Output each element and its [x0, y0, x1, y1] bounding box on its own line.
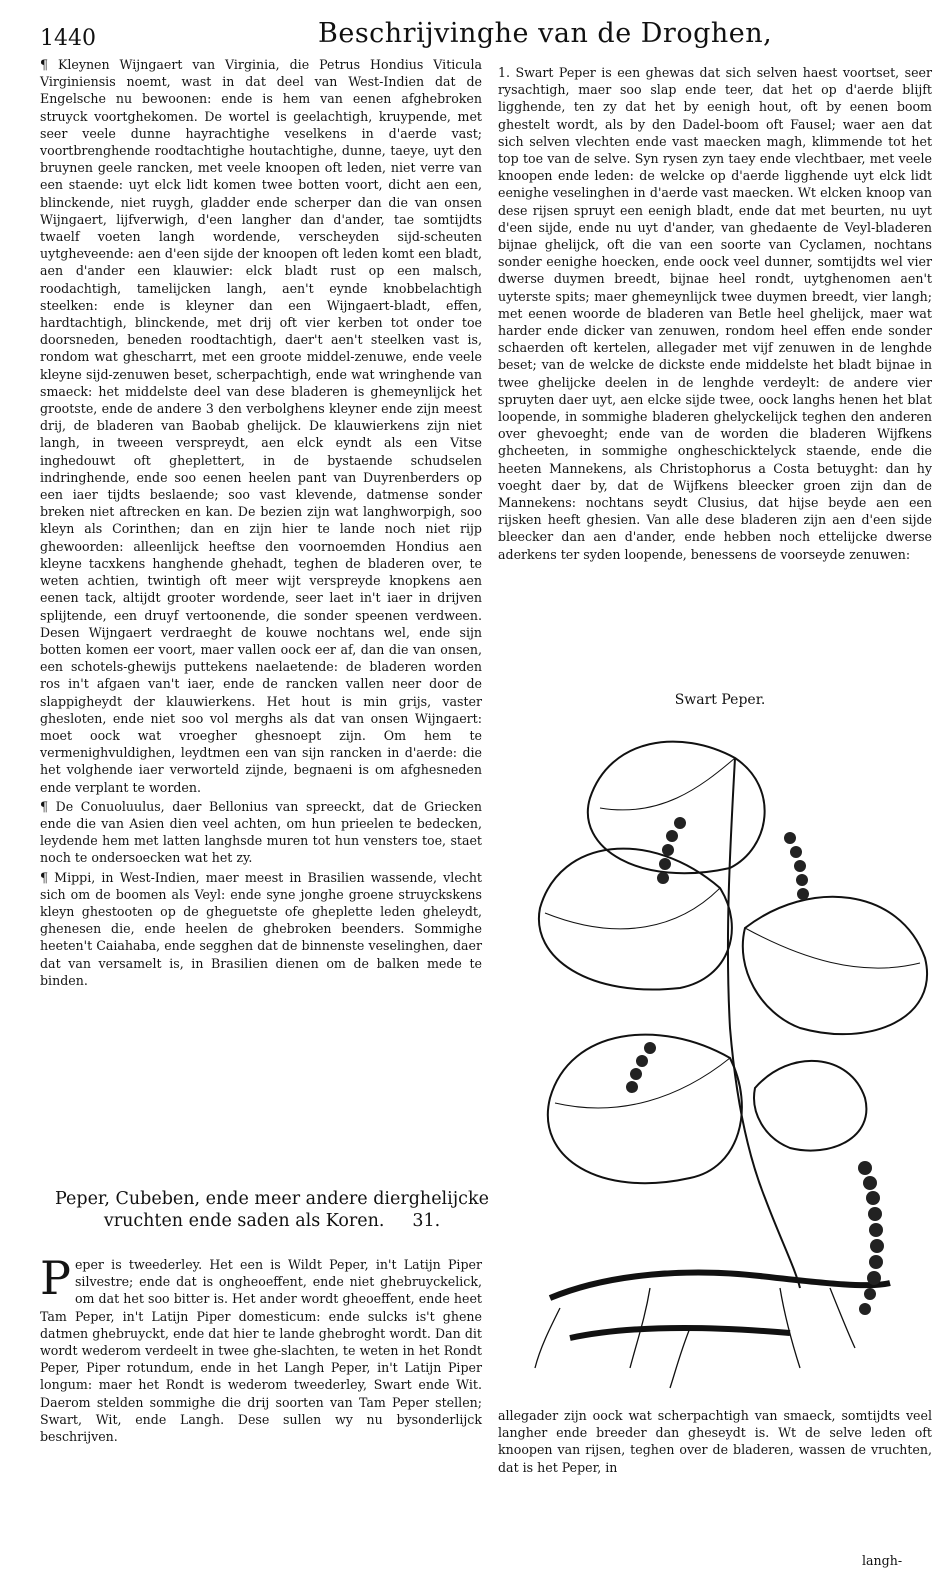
drop-cap: P	[40, 1251, 71, 1305]
leaf-right-lower	[754, 1061, 866, 1151]
leaf-left-upper	[539, 849, 732, 990]
black-pepper-plant-illustration	[530, 728, 938, 1398]
left-column	[40, 56, 482, 991]
chapter-number: 31.	[412, 1211, 441, 1231]
leaf-right	[743, 897, 927, 1034]
right-column-bottom	[498, 1407, 932, 1478]
right-column	[498, 64, 932, 565]
leaf-top	[588, 742, 765, 874]
page-number: 1440	[40, 26, 96, 51]
paragraph-mippi: ¶ Mippi, in West-Indien, maer meest in Brasilien wassende, vlecht sich om de boomen als Veyl: ende syne jonghe groene struyckskens kleyn ghestooten op de gheguetste ofe gheplette leden gheleydt, ghenesen die, ende heelen de ghebroken beenders. Sommighe heeten't Caiahaba, ende segghen dat de binnenste veselinghen, daer dat van versamelt is, in Brasilien dienen om de balken mede te binden.	[40, 869, 482, 988]
chapter-body	[40, 1251, 482, 1445]
pepper-fruit-spikes	[626, 817, 884, 1315]
chapter-heading-line1: Peper, Cubeben, ende meer andere dierghelijcke	[55, 1189, 489, 1209]
chapter-heading	[52, 1188, 492, 1232]
chapter-paragraph: eper is tweederley. Het een is Wildt Peper, in't Latijn Piper silvestre; ende dat is ongheoeffent, ende niet ghebruyckelick, om dat het soo bitter is. Het ander wordt gheoeffent, ende heet Tam Peper, in't Latijn Piper domesticum: ende sulcks is't ghene datmen ghebruyckt, ende dat hier te lande ghebroght wordt. Dan dit wordt wederom verdeelt in twee ghe-slachten, te weten in het Rondt Peper, Piper rotundum, ende in het Langh Peper, in't Latijn Piper longum: maer het Rondt is wederom tweederley, Swart ende Wit. Daerom stelden sommighe die drij soorten van Tam Peper stellen; Swart, Wit, ende Langh. Dese sullen wy nu bysonderlijck beschrijven.	[40, 1257, 482, 1445]
paragraph-convolvulus: ¶ De Conuoluulus, daer Bellonius van spreeckt, dat de Griecken ende die van Asien dien veel achten, om hun prieelen te bedecken, leydende hem met latten langhsde muren tot hun vensters toe, staet noch te ondersoecken wat het zy.	[40, 798, 482, 866]
paragraph-virginia-vine: ¶ Kleynen Wijngaert van Virginia, die Petrus Hondius Viticula Virginiensis noemt, wast in dat deel van West-Indien dat de Engelsche nu bewoonen: ende is hem van eenen afghebroken struyck voortghekomen. De wortel is geelachtigh, kruypende, met seer veele dunne hayrachtighe veselkens in d'aerde vast; voortbrenghende roodtachtighe houtachtighe, dunne, taeye, uyt den bruynen geele rancken, met veele knoopen oft leden, niet verre van een staende: uyt elck lidt komen twee botten voort, dicht aen een, blinckende, niet ruygh, gladder ende scherper dan die van onsen Wijngaert, lijfverwigh, d'een langher dan d'ander, tae somtijdts twaelf voeten langh wordende, verscheyden sijd-scheuten uytgheveende: aen d'een sijde der knoopen oft leden komt een bladt, aen d'ander een klauwier: elck bladt rust op een malsch, roodachtigh, tamelijcken langh, aen't eynde knobbelachtigh steelken: ende is kleyner dan een Wijngaert-bladt, effen, hardtachtigh, blinckende, met drij oft vier kerben tot onder toe doorsneden, beneden roodtachtigh, daer't aen't steelken vast is, rondom wat ghescharrt, met een groote middel-zenuwe, ende veele kleyne sijd-zenuwen beset, scherpachtigh, ende wat wringhende van smaeck: het middelste deel van dese bladeren is ghemeynlijck het grootste, ende de andere 3 den verbolghens kleyner ende zijn meest drij, de bladeren van Baobab ghelijck. De klauwierkens zijn niet langh, in tweeen verspreydt, aen elck eyndt als een Vitse inghedouwt oft gheplettert, in de bystaende schudselen indringhende, ende soo eenen heelen pant van Duyrenberders op een iaer tijdts beslaende; soo vast klevende, datmense sonder breken niet aftrecken en kan. De bezien zijn wat langhworpigh, soo kleyn als Corinthen; dan en zijn hier te lande noch niet rijp ghewoorden: alleenlijck heeftse den voornoemden Hondius aen kleyne tacxkens hanghende ghehadt, teghen de bladeren over, te weten achtien, twintigh oft meer wijt verspreyde knopkens aen eenen tack, altijdt grooter wordende, seer laet in't iaer in drijven splijtende, een druyf vertoonende, die sonder speenen verdween. Desen Wijngaert verdraeght de kouwe nochtans wel, ende sijn botten komen eer voort, maer vallen oock eer af, dan die van onsen, een schotels-ghewijs puttekens naelaetende: de bladeren worden ros in't afgaen van't iaer, ende de rancken vallen neer door de slappigheydt der klauwierkens. Het hout is min grijs, vaster ghesloten, ende niet soo vol merghs als dat van onsen Wijngaert: moet oock wat vroegher ghesnoept zijn. Om hem te vermenighvuldighen, leydtmen een van sijn rancken in d'aerde: die het volghende iaer verworteld zijnde, begnaeni is om afghesneden ende verplant te worden.	[40, 57, 482, 795]
figure-caption: Swart Peper.	[674, 692, 766, 708]
running-title: Beschrijvinghe van de Droghen,	[318, 18, 773, 49]
paragraph-continued: allegader zijn oock wat scherpachtigh van smaeck, somtijdts veel langher ende breeder dan gheseydt is. Wt de selve leden oft knoopen van rijsen, teghen over de bladeren, wassen de vruchten, dat is het Peper, in	[498, 1408, 932, 1475]
catchword: langh-	[862, 1553, 903, 1568]
plant-root	[550, 1272, 890, 1338]
chapter-heading-line2: vruchten ende saden als Koren. 31.	[103, 1211, 441, 1231]
paragraph-swart-peper: 1. Swart Peper is een ghewas dat sich selven haest voortset, seer rysachtigh, maer soo slap ende teer, dat het op d'aerde blijft ligghende, ten zy dat het by eenigh hout, oft by eenen boom ghestelt wordt, als by den Dadel-boom oft Fausel; waer aen dat sich selven vlechten ende vast maecken magh, klimmende tot het top toe van de selve. Syn rysen zyn taey ende vlechtbaer, met veele knoopen ende leden: de welcke op d'aerde ligghende uyt elck lidt eenighe veselinghen in d'aerde vast maecken. Wt elcken knoop van dese rijsen spruyt een eenigh bladt, ende dat met beurten, nu uyt d'een sijde, ende nu uyt d'ander, van ghedaente de Veyl-bladeren bijnae ghelijck, oft die van een soorte van Cyclamen, nochtans sonder eenighe hoecken, ende oock veel dunner, somtijdts wel vier dwerse duymen breedt, bijnae heel rondt, uytghenomen aen't uyterste spits; maer ghemeynlijck twee duymen breedt, vier langh; met eenen woorde de bladeren van Betle heel ghelijck, maer wat harder ende dicker van zenuwen, rondom heel effen ende sonder schaerden oft kertelen, allegader met vijf zenuwen in de lenghde beset; van de welcke de dickste ende middelste het bladt bijnae in twee ghelijcke deelen in de lenghde verdeylt: de andere vier spruyten daer uyt, aen elcke sijde twee, oock langhs henen het blat loopende, in sommighe bladeren ghelyckelijck teghen den anderen over ghevoeght; ende van de worden die bladeren Wijfkens ghcheeten, in sommighe ongheschicktelyck staende, ende die heeten Mannekens, als Christophorus a Costa betuyght: dan hy voeght daer by, dat de Wijfkens bleecker groen zijn dan de Mannekens: nochtans seydt Clusius, dat hijse beyde aen een rijsken heeft ghesien. Van alle dese bladeren zijn aen d'een sijde bleecker dan aen d'ander, ende hebben noch ettelijcke dwerse aderkens ter syden loopende, benessens de voorseyde zenuwen:	[498, 65, 932, 562]
